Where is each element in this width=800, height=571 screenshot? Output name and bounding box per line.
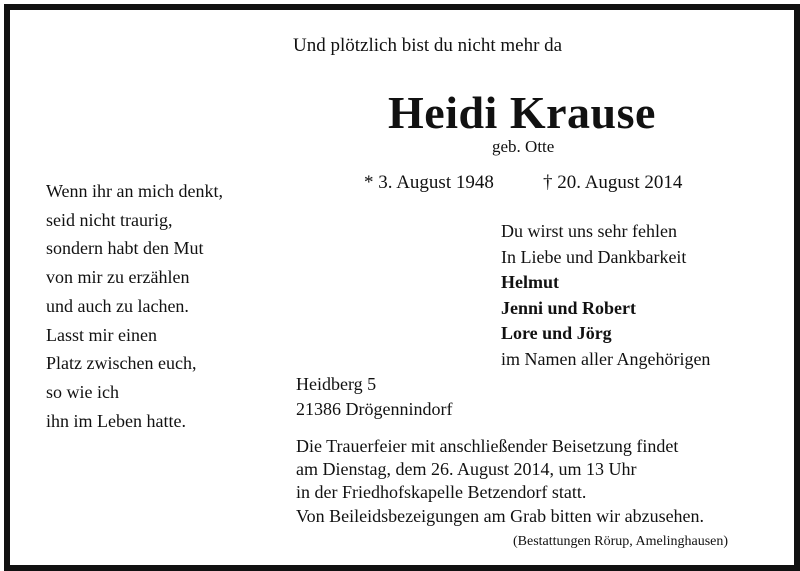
poem-line: seid nicht traurig, <box>46 209 173 230</box>
poem-line: Wenn ihr an mich denkt, <box>46 181 224 201</box>
address-city: 21386 Drögennindorf <box>296 399 453 419</box>
service-line: Von Beileidsbezeigungen am Grab bitten wir abzusehen. <box>296 505 705 526</box>
mourner-name: Lore und Jörg <box>501 323 612 344</box>
death-date: † 20. August 2014 <box>543 172 683 193</box>
address-block <box>296 372 452 422</box>
mourner-name: Helmut <box>501 272 559 293</box>
service-notice <box>296 435 704 528</box>
undertaker-credit: (Bestattungen Rörup, Amelinghausen) <box>513 534 729 549</box>
deceased-name: Heidi Krause <box>388 87 656 138</box>
poem <box>46 177 223 435</box>
address-street: Heidberg 5 <box>296 374 377 394</box>
service-line: Die Trauerfeier mit anschließender Beisetzung findet <box>296 436 679 456</box>
poem-line: und auch zu lachen. <box>46 295 189 316</box>
missed-line: Du wirst uns sehr fehlen <box>501 221 677 241</box>
intro-line: Und plötzlich bist du nicht mehr da <box>293 35 563 56</box>
poem-line: von mir zu erzählen <box>46 267 190 288</box>
poem-line: so wie ich <box>46 381 119 402</box>
maiden-name: geb. Otte <box>492 137 555 156</box>
poem-line: Platz zwischen euch, <box>46 353 197 374</box>
service-line: in der Friedhofskapelle Betzendorf statt. <box>296 482 587 503</box>
family-block <box>501 219 710 373</box>
gratitude-line: In Liebe und Dankbarkeit <box>501 246 687 267</box>
poem-line: Lasst mir einen <box>46 324 157 345</box>
obituary-frame <box>4 4 800 571</box>
closing-line: im Namen aller Angehörigen <box>501 348 711 369</box>
birth-date: * 3. August 1948 <box>364 172 494 193</box>
poem-line: ihn im Leben hatte. <box>46 410 186 431</box>
service-line: am Dienstag, dem 26. August 2014, um 13 Uhr <box>296 459 637 480</box>
poem-line: sondern habt den Mut <box>46 238 204 259</box>
mourner-name: Jenni und Robert <box>501 297 637 318</box>
